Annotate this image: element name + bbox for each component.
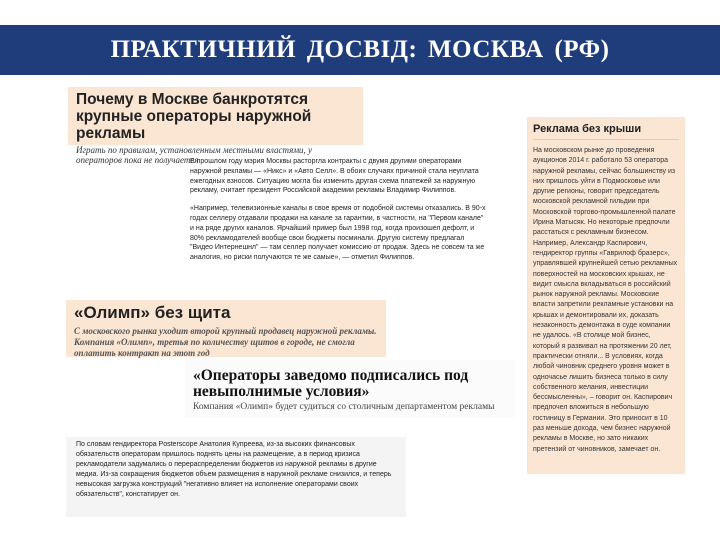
article2-header-clip	[66, 300, 386, 357]
article1-paragraph-2: «Например, телевизионные каналы в свое время от подобной системы отказались. В 90-х годах селлеру отдавали продажи на канале за гарантии, в частности, на "Первом канале" и на ряде других каналов. Ярчайший пример был 1998 год, когда произошел дефолт, и 80% рекламодателей вообще свои бюджеты посминали. Другую систему предлагал "Видео Интернешнл" — там селлер получает комиссию от продаж. Здесь не совсем та же аналогия, но риски получаются те же самые», — отметил Филиппов.	[190, 205, 486, 262]
slide-title-bar	[0, 25, 720, 75]
article1-body-clip	[190, 157, 486, 271]
article3-header-clip	[185, 360, 515, 418]
article2-subheadline: С московского рынка уходит второй крупный продавец наружной рекламы. Компания «Олимп», третья по количеству щитов в городе, не смогла оплатить контракт на этот год	[74, 326, 377, 358]
article2-headline: «Олимп» без щита	[74, 303, 231, 322]
article3-headline: «Операторы заведомо подписались под невыполнимые условия»	[193, 367, 469, 400]
sidebar-clip	[527, 117, 685, 474]
article1-paragraph-1: В прошлом году мэрия Москвы расторгла контракты с двумя другими операторами наружной рекламы — «Никс» и «Авто Селл». В обоих случаях причиной стала неуплата ежегодных взносов. Ситуацию могла бы изменить другая схема платежей за наружную рекламу, считает президент Российской академии рекламы Владимир Филиппов.	[190, 158, 479, 195]
article1-subheadline: Играть по правилам, установленным местными властями, у операторов пока не получается	[76, 145, 313, 165]
sidebar-headline: Реклама без крыши	[533, 123, 642, 135]
article3-body-clip	[66, 437, 406, 517]
article1-header-clip	[68, 87, 363, 165]
slide-title: ПРАКТИЧНИЙ ДОСВІД: МОСКВА (РФ)	[110, 36, 610, 63]
sidebar-divider	[533, 139, 679, 140]
sidebar-text: На московском рынке до проведения аукционов 2014 г. работало 53 оператора наружной рекламы, сейчас большинству из них пришлось уйти в Подмосковье или другие регионы, говорит председатель московской рекламной гильдии при Московской торгово-промышленной палате Ирина Матысяк. Но некоторые предпочли расстаться с рекламным бизнесом. Например, Александр Каспирович, гендиректор группы «Гаврилоф бразерс», управлявшей крупнейшей сетью рекламных поверхностей на московских крышах, не видит смысла вкладываться в российский рынок наружной рекламы. Московские власти запретили рекламные установки на крышах и демонтировали их, доказать незаконность демонтажа в суде компании не удалось. «В столице мой бизнес, который я развивал на протяжении 20 лет, практически отняли... В условиях, когда любой чиновник среднего уровня может в одночасье лишить бизнеса только в силу собственного желания, инвестиции бессмысленны», – говорит он. Каспирович предпочел вложиться в небольшую гостиницу в Германии. Это приносит в 10 раз меньше дохода, чем бизнес наружной рекламы в Москве, но зато никаких претензий от чиновников, замечает он.	[533, 147, 678, 453]
article1-headline: Почему в Москве банкротятся крупные операторы наружной рекламы	[76, 91, 312, 142]
article3-paragraph: По словам гендиректора Posterscope Анатолия Купреева, из-за высоких финансовых обязательств операторам пришлось поднять цены на размещение, а в период кризиса рекламодатели задумались о перераспределении бюджетов из наружной рекламы в другие медиа. Из-за сокращения бюджетов объем размещения в наружной рекламе снизился, и теперь невысокая загрузка конструкций "негативно влияет на исполнение операторами своих обязательств", констатирует он.	[76, 441, 392, 498]
article3-subheadline: Компания «Олимп» будет судиться со столичным департаментом рекламы	[193, 402, 495, 412]
